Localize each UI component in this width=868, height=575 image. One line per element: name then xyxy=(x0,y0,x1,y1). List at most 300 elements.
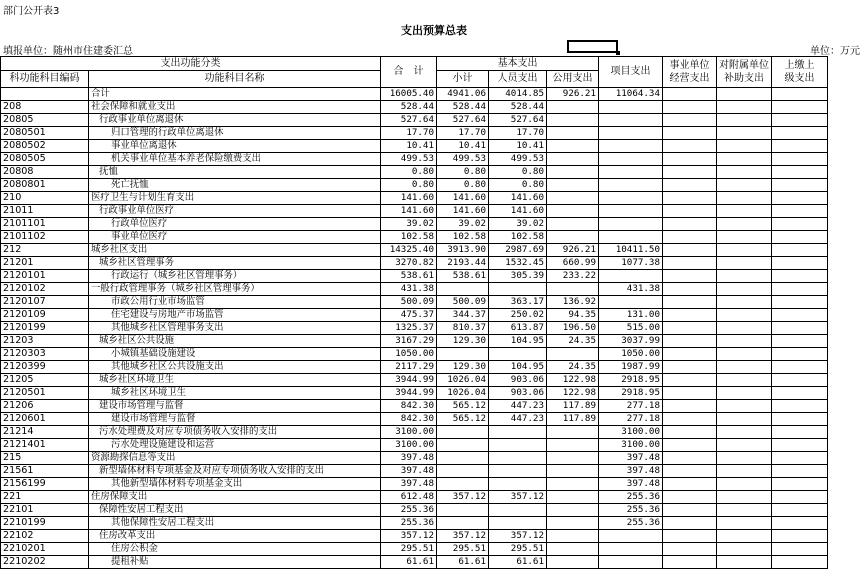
cell-business[interactable] xyxy=(663,400,717,413)
cell-subsidy[interactable] xyxy=(717,114,772,127)
cell-total[interactable]: 528.44 xyxy=(381,101,437,114)
row-code[interactable]: 21201 xyxy=(1,257,89,270)
cell-personnel[interactable]: 903.06 xyxy=(489,387,547,400)
cell-subsidy[interactable] xyxy=(717,335,772,348)
row-name[interactable]: 提租补贴 xyxy=(89,556,381,569)
cell-project[interactable] xyxy=(599,231,663,244)
cell-business[interactable] xyxy=(663,283,717,296)
cell-upper[interactable] xyxy=(772,166,828,179)
cell-upper[interactable] xyxy=(772,244,828,257)
row-code[interactable]: 2210199 xyxy=(1,517,89,530)
row-code[interactable]: 2120101 xyxy=(1,270,89,283)
cell-project[interactable]: 3037.99 xyxy=(599,335,663,348)
cell-project[interactable] xyxy=(599,205,663,218)
cell-upper[interactable] xyxy=(772,283,828,296)
cell-total[interactable]: 612.48 xyxy=(381,491,437,504)
cell-project[interactable] xyxy=(599,192,663,205)
cell-project[interactable]: 397.48 xyxy=(599,465,663,478)
row-code[interactable]: 2080502 xyxy=(1,140,89,153)
cell-subsidy[interactable] xyxy=(717,166,772,179)
row-code[interactable]: 21203 xyxy=(1,335,89,348)
cell-upper[interactable] xyxy=(772,504,828,517)
row-code[interactable]: 2120107 xyxy=(1,296,89,309)
cell-public[interactable]: 926.21 xyxy=(547,244,599,257)
row-code[interactable]: 21205 xyxy=(1,374,89,387)
cell-business[interactable] xyxy=(663,543,717,556)
cell-public[interactable]: 233.22 xyxy=(547,270,599,283)
row-code[interactable]: 2080501 xyxy=(1,127,89,140)
cell-subtotal[interactable]: 499.53 xyxy=(437,153,489,166)
cell-personnel[interactable]: 104.95 xyxy=(489,335,547,348)
cell-upper[interactable] xyxy=(772,153,828,166)
row-code[interactable]: 212 xyxy=(1,244,89,257)
selected-cell-cursor[interactable] xyxy=(567,40,618,53)
row-code[interactable]: 21214 xyxy=(1,426,89,439)
cell-total[interactable]: 255.36 xyxy=(381,504,437,517)
cell-project[interactable]: 11064.34 xyxy=(599,88,663,101)
cell-public[interactable] xyxy=(547,205,599,218)
cell-public[interactable]: 117.89 xyxy=(547,413,599,426)
cell-business[interactable] xyxy=(663,491,717,504)
cell-subtotal[interactable] xyxy=(437,478,489,491)
cell-project[interactable]: 2918.95 xyxy=(599,387,663,400)
cell-project[interactable] xyxy=(599,114,663,127)
cell-public[interactable] xyxy=(547,491,599,504)
cell-subsidy[interactable] xyxy=(717,192,772,205)
cell-public[interactable]: 24.35 xyxy=(547,361,599,374)
cell-upper[interactable] xyxy=(772,439,828,452)
row-name[interactable]: 保障性安居工程支出 xyxy=(89,504,381,517)
cell-personnel[interactable]: 10.41 xyxy=(489,140,547,153)
cell-subtotal[interactable]: 0.80 xyxy=(437,166,489,179)
cell-total[interactable]: 431.38 xyxy=(381,283,437,296)
cell-subtotal[interactable]: 2193.44 xyxy=(437,257,489,270)
row-code[interactable]: 2101102 xyxy=(1,231,89,244)
cell-business[interactable] xyxy=(663,517,717,530)
cell-upper[interactable] xyxy=(772,400,828,413)
cell-upper[interactable] xyxy=(772,88,828,101)
cell-subtotal[interactable]: 129.30 xyxy=(437,361,489,374)
row-name[interactable]: 一般行政管理事务（城乡社区管理事务） xyxy=(89,283,381,296)
cell-project[interactable]: 1077.38 xyxy=(599,257,663,270)
row-name[interactable]: 其他保障性安居工程支出 xyxy=(89,517,381,530)
cell-subtotal[interactable]: 528.44 xyxy=(437,101,489,114)
cell-project[interactable]: 3100.00 xyxy=(599,439,663,452)
cell-total[interactable]: 255.36 xyxy=(381,517,437,530)
cell-business[interactable] xyxy=(663,322,717,335)
cell-personnel[interactable]: 17.70 xyxy=(489,127,547,140)
row-code[interactable]: 2120501 xyxy=(1,387,89,400)
cell-personnel[interactable]: 102.58 xyxy=(489,231,547,244)
cell-public[interactable] xyxy=(547,452,599,465)
cell-personnel[interactable]: 447.23 xyxy=(489,413,547,426)
cell-total[interactable]: 141.60 xyxy=(381,192,437,205)
cell-subsidy[interactable] xyxy=(717,504,772,517)
cell-upper[interactable] xyxy=(772,140,828,153)
row-code[interactable]: 21011 xyxy=(1,205,89,218)
cell-upper[interactable] xyxy=(772,426,828,439)
row-code[interactable]: 21206 xyxy=(1,400,89,413)
row-name[interactable]: 其他城乡社区管理事务支出 xyxy=(89,322,381,335)
cell-subtotal[interactable]: 39.02 xyxy=(437,218,489,231)
cell-subtotal[interactable]: 810.37 xyxy=(437,322,489,335)
cell-subsidy[interactable] xyxy=(717,244,772,257)
cell-business[interactable] xyxy=(663,257,717,270)
cell-personnel[interactable]: 0.80 xyxy=(489,179,547,192)
cell-personnel[interactable]: 141.60 xyxy=(489,192,547,205)
cell-business[interactable] xyxy=(663,439,717,452)
cell-subsidy[interactable] xyxy=(717,283,772,296)
cell-upper[interactable] xyxy=(772,231,828,244)
row-name[interactable]: 城乡社区环境卫生 xyxy=(89,374,381,387)
cell-project[interactable] xyxy=(599,166,663,179)
cell-subtotal[interactable] xyxy=(437,517,489,530)
cell-upper[interactable] xyxy=(772,413,828,426)
row-name[interactable]: 污水处理费及对应专项债务收入安排的支出 xyxy=(89,426,381,439)
cell-public[interactable] xyxy=(547,192,599,205)
cell-business[interactable] xyxy=(663,413,717,426)
cell-personnel[interactable] xyxy=(489,439,547,452)
row-name[interactable]: 行政单位医疗 xyxy=(89,218,381,231)
cell-public[interactable] xyxy=(547,283,599,296)
cell-subtotal[interactable] xyxy=(437,504,489,517)
cell-subtotal[interactable]: 17.70 xyxy=(437,127,489,140)
row-code[interactable]: 215 xyxy=(1,452,89,465)
cell-personnel[interactable]: 1532.45 xyxy=(489,257,547,270)
cell-project[interactable]: 277.18 xyxy=(599,413,663,426)
cell-upper[interactable] xyxy=(772,205,828,218)
cell-upper[interactable] xyxy=(772,296,828,309)
cell-total[interactable]: 39.02 xyxy=(381,218,437,231)
cell-subtotal[interactable] xyxy=(437,283,489,296)
cell-subsidy[interactable] xyxy=(717,543,772,556)
cell-upper[interactable] xyxy=(772,218,828,231)
cell-total[interactable]: 3944.99 xyxy=(381,387,437,400)
cell-subtotal[interactable] xyxy=(437,452,489,465)
cell-subtotal[interactable]: 4941.06 xyxy=(437,88,489,101)
cell-subsidy[interactable] xyxy=(717,556,772,569)
cell-project[interactable] xyxy=(599,556,663,569)
cell-subsidy[interactable] xyxy=(717,218,772,231)
row-code[interactable]: 22101 xyxy=(1,504,89,517)
cell-business[interactable] xyxy=(663,153,717,166)
row-code[interactable]: 2210201 xyxy=(1,543,89,556)
cell-personnel[interactable]: 305.39 xyxy=(489,270,547,283)
cell-personnel[interactable]: 250.02 xyxy=(489,309,547,322)
row-name[interactable]: 医疗卫生与计划生育支出 xyxy=(89,192,381,205)
cell-subsidy[interactable] xyxy=(717,257,772,270)
cell-public[interactable]: 94.35 xyxy=(547,309,599,322)
cell-personnel[interactable]: 447.23 xyxy=(489,400,547,413)
cell-subtotal[interactable]: 129.30 xyxy=(437,335,489,348)
cell-subsidy[interactable] xyxy=(717,400,772,413)
cell-upper[interactable] xyxy=(772,270,828,283)
row-name[interactable]: 城乡社区支出 xyxy=(89,244,381,257)
cell-subtotal[interactable]: 0.80 xyxy=(437,179,489,192)
cell-business[interactable] xyxy=(663,114,717,127)
cell-business[interactable] xyxy=(663,387,717,400)
cell-total[interactable]: 499.53 xyxy=(381,153,437,166)
row-code[interactable]: 2120199 xyxy=(1,322,89,335)
cell-subsidy[interactable] xyxy=(717,478,772,491)
cell-public[interactable] xyxy=(547,465,599,478)
cell-subtotal[interactable]: 538.61 xyxy=(437,270,489,283)
cell-personnel[interactable]: 903.06 xyxy=(489,374,547,387)
cell-total[interactable]: 295.51 xyxy=(381,543,437,556)
cell-subsidy[interactable] xyxy=(717,88,772,101)
cell-subsidy[interactable] xyxy=(717,179,772,192)
cell-upper[interactable] xyxy=(772,452,828,465)
cell-total[interactable]: 102.58 xyxy=(381,231,437,244)
cell-public[interactable] xyxy=(547,140,599,153)
row-name[interactable]: 死亡抚恤 xyxy=(89,179,381,192)
cell-public[interactable] xyxy=(547,348,599,361)
cell-personnel[interactable]: 295.51 xyxy=(489,543,547,556)
cell-business[interactable] xyxy=(663,270,717,283)
cell-upper[interactable] xyxy=(772,374,828,387)
cell-business[interactable] xyxy=(663,205,717,218)
row-code[interactable]: 21561 xyxy=(1,465,89,478)
row-name[interactable]: 资源勘探信息等支出 xyxy=(89,452,381,465)
cell-total[interactable]: 141.60 xyxy=(381,205,437,218)
cell-public[interactable] xyxy=(547,439,599,452)
cell-business[interactable] xyxy=(663,127,717,140)
cell-public[interactable] xyxy=(547,478,599,491)
row-name[interactable]: 城乡社区环境卫生 xyxy=(89,387,381,400)
cell-personnel[interactable] xyxy=(489,504,547,517)
cell-subtotal[interactable]: 344.37 xyxy=(437,309,489,322)
cell-subsidy[interactable] xyxy=(717,439,772,452)
cell-total[interactable]: 14325.40 xyxy=(381,244,437,257)
cell-subsidy[interactable] xyxy=(717,205,772,218)
cell-personnel[interactable] xyxy=(489,517,547,530)
cell-public[interactable] xyxy=(547,114,599,127)
cell-personnel[interactable]: 357.12 xyxy=(489,530,547,543)
row-name[interactable]: 住宅建设与房地产市场监管 xyxy=(89,309,381,322)
cell-business[interactable] xyxy=(663,179,717,192)
cell-business[interactable] xyxy=(663,296,717,309)
cell-project[interactable] xyxy=(599,179,663,192)
cell-subsidy[interactable] xyxy=(717,387,772,400)
cell-upper[interactable] xyxy=(772,491,828,504)
cell-project[interactable] xyxy=(599,218,663,231)
cell-business[interactable] xyxy=(663,166,717,179)
cell-personnel[interactable]: 499.53 xyxy=(489,153,547,166)
row-name[interactable]: 建设市场管理与监督 xyxy=(89,413,381,426)
cell-project[interactable] xyxy=(599,270,663,283)
row-name[interactable]: 其他城乡社区公共设施支出 xyxy=(89,361,381,374)
cell-public[interactable]: 926.21 xyxy=(547,88,599,101)
row-code[interactable]: 2101101 xyxy=(1,218,89,231)
cell-project[interactable]: 397.48 xyxy=(599,478,663,491)
row-code[interactable]: 20805 xyxy=(1,114,89,127)
cell-subtotal[interactable]: 61.61 xyxy=(437,556,489,569)
cell-subtotal[interactable] xyxy=(437,348,489,361)
cell-upper[interactable] xyxy=(772,309,828,322)
cell-total[interactable]: 357.12 xyxy=(381,530,437,543)
cell-upper[interactable] xyxy=(772,361,828,374)
cell-total[interactable]: 3270.82 xyxy=(381,257,437,270)
cell-business[interactable] xyxy=(663,309,717,322)
cell-business[interactable] xyxy=(663,218,717,231)
cell-subsidy[interactable] xyxy=(717,491,772,504)
cell-upper[interactable] xyxy=(772,517,828,530)
cell-personnel[interactable]: 357.12 xyxy=(489,491,547,504)
cell-project[interactable]: 255.36 xyxy=(599,491,663,504)
cell-upper[interactable] xyxy=(772,257,828,270)
cell-total[interactable]: 10.41 xyxy=(381,140,437,153)
row-code[interactable]: 2120109 xyxy=(1,309,89,322)
cell-upper[interactable] xyxy=(772,465,828,478)
cell-subsidy[interactable] xyxy=(717,348,772,361)
cell-project[interactable]: 277.18 xyxy=(599,400,663,413)
cell-subtotal[interactable]: 141.60 xyxy=(437,192,489,205)
cell-subsidy[interactable] xyxy=(717,101,772,114)
cell-subtotal[interactable]: 527.64 xyxy=(437,114,489,127)
row-name[interactable]: 社会保障和就业支出 xyxy=(89,101,381,114)
cell-business[interactable] xyxy=(663,101,717,114)
cell-project[interactable] xyxy=(599,140,663,153)
cell-upper[interactable] xyxy=(772,127,828,140)
row-code[interactable]: 2120399 xyxy=(1,361,89,374)
cell-upper[interactable] xyxy=(772,543,828,556)
cell-business[interactable] xyxy=(663,348,717,361)
cell-subsidy[interactable] xyxy=(717,452,772,465)
cell-subsidy[interactable] xyxy=(717,322,772,335)
cell-upper[interactable] xyxy=(772,322,828,335)
row-name[interactable]: 市政公用行业市场监管 xyxy=(89,296,381,309)
cell-project[interactable]: 2918.95 xyxy=(599,374,663,387)
cell-project[interactable]: 397.48 xyxy=(599,452,663,465)
cell-business[interactable] xyxy=(663,504,717,517)
row-code[interactable]: 221 xyxy=(1,491,89,504)
cell-subsidy[interactable] xyxy=(717,296,772,309)
cell-total[interactable]: 527.64 xyxy=(381,114,437,127)
cell-subsidy[interactable] xyxy=(717,361,772,374)
row-code[interactable]: 2120601 xyxy=(1,413,89,426)
cell-public[interactable] xyxy=(547,530,599,543)
cell-business[interactable] xyxy=(663,452,717,465)
cell-personnel[interactable] xyxy=(489,348,547,361)
cell-business[interactable] xyxy=(663,426,717,439)
cell-public[interactable]: 122.98 xyxy=(547,374,599,387)
cell-subsidy[interactable] xyxy=(717,374,772,387)
cell-subsidy[interactable] xyxy=(717,153,772,166)
cell-project[interactable] xyxy=(599,543,663,556)
cell-subtotal[interactable] xyxy=(437,465,489,478)
cell-personnel[interactable]: 4014.85 xyxy=(489,88,547,101)
cell-business[interactable] xyxy=(663,556,717,569)
row-name[interactable]: 合计 xyxy=(89,88,381,101)
cell-business[interactable] xyxy=(663,88,717,101)
cell-public[interactable] xyxy=(547,101,599,114)
cell-personnel[interactable]: 104.95 xyxy=(489,361,547,374)
row-code[interactable]: 2120102 xyxy=(1,283,89,296)
cell-business[interactable] xyxy=(663,361,717,374)
cell-public[interactable]: 122.98 xyxy=(547,387,599,400)
row-name[interactable]: 住房保障支出 xyxy=(89,491,381,504)
cell-total[interactable]: 475.37 xyxy=(381,309,437,322)
cell-public[interactable] xyxy=(547,504,599,517)
cell-upper[interactable] xyxy=(772,387,828,400)
cell-personnel[interactable]: 0.80 xyxy=(489,166,547,179)
cell-public[interactable] xyxy=(547,179,599,192)
cell-subtotal[interactable]: 102.58 xyxy=(437,231,489,244)
cell-business[interactable] xyxy=(663,244,717,257)
row-code[interactable]: 22102 xyxy=(1,530,89,543)
row-name[interactable]: 住房公积金 xyxy=(89,543,381,556)
cell-upper[interactable] xyxy=(772,101,828,114)
cell-personnel[interactable]: 363.17 xyxy=(489,296,547,309)
cell-personnel[interactable] xyxy=(489,426,547,439)
cell-personnel[interactable] xyxy=(489,452,547,465)
cell-business[interactable] xyxy=(663,530,717,543)
cell-total[interactable]: 3100.00 xyxy=(381,426,437,439)
cell-subsidy[interactable] xyxy=(717,309,772,322)
cell-project[interactable]: 1050.00 xyxy=(599,348,663,361)
row-code[interactable]: 210 xyxy=(1,192,89,205)
row-name[interactable]: 事业单位医疗 xyxy=(89,231,381,244)
cell-total[interactable]: 397.48 xyxy=(381,465,437,478)
cell-business[interactable] xyxy=(663,192,717,205)
cell-total[interactable]: 1325.37 xyxy=(381,322,437,335)
row-code[interactable]: 2120303 xyxy=(1,348,89,361)
cell-upper[interactable] xyxy=(772,192,828,205)
cell-project[interactable]: 3100.00 xyxy=(599,426,663,439)
row-name[interactable]: 小城镇基础设施建设 xyxy=(89,348,381,361)
cell-subtotal[interactable]: 357.12 xyxy=(437,530,489,543)
cell-public[interactable]: 24.35 xyxy=(547,335,599,348)
row-code[interactable]: 2121401 xyxy=(1,439,89,452)
cell-project[interactable] xyxy=(599,101,663,114)
cell-subtotal[interactable]: 1026.04 xyxy=(437,387,489,400)
cell-subsidy[interactable] xyxy=(717,413,772,426)
row-name[interactable]: 行政事业单位离退休 xyxy=(89,114,381,127)
cell-public[interactable]: 196.50 xyxy=(547,322,599,335)
cell-business[interactable] xyxy=(663,335,717,348)
cell-total[interactable]: 1050.00 xyxy=(381,348,437,361)
row-name[interactable]: 归口管理的行政单位离退休 xyxy=(89,127,381,140)
cell-subtotal[interactable]: 565.12 xyxy=(437,413,489,426)
cell-public[interactable] xyxy=(547,127,599,140)
row-name[interactable]: 新型墙体材料专项基金及对应专项债务收入安排的支出 xyxy=(89,465,381,478)
cell-upper[interactable] xyxy=(772,478,828,491)
row-name[interactable]: 行政运行（城乡社区管理事务） xyxy=(89,270,381,283)
cell-subsidy[interactable] xyxy=(717,530,772,543)
cell-project[interactable]: 131.00 xyxy=(599,309,663,322)
cell-business[interactable] xyxy=(663,478,717,491)
row-name[interactable]: 城乡社区公共设施 xyxy=(89,335,381,348)
cell-subsidy[interactable] xyxy=(717,517,772,530)
cell-subsidy[interactable] xyxy=(717,231,772,244)
cell-project[interactable]: 255.36 xyxy=(599,504,663,517)
cell-personnel[interactable]: 528.44 xyxy=(489,101,547,114)
cell-total[interactable]: 3944.99 xyxy=(381,374,437,387)
cell-subtotal[interactable]: 1026.04 xyxy=(437,374,489,387)
cell-business[interactable] xyxy=(663,465,717,478)
cell-subtotal[interactable]: 357.12 xyxy=(437,491,489,504)
cell-subtotal[interactable] xyxy=(437,439,489,452)
cell-project[interactable]: 431.38 xyxy=(599,283,663,296)
cell-public[interactable]: 117.89 xyxy=(547,400,599,413)
cell-total[interactable]: 397.48 xyxy=(381,452,437,465)
row-code[interactable]: 20808 xyxy=(1,166,89,179)
cell-personnel[interactable] xyxy=(489,283,547,296)
cell-project[interactable] xyxy=(599,530,663,543)
cell-public[interactable] xyxy=(547,218,599,231)
cell-subsidy[interactable] xyxy=(717,465,772,478)
row-code[interactable] xyxy=(1,88,89,101)
